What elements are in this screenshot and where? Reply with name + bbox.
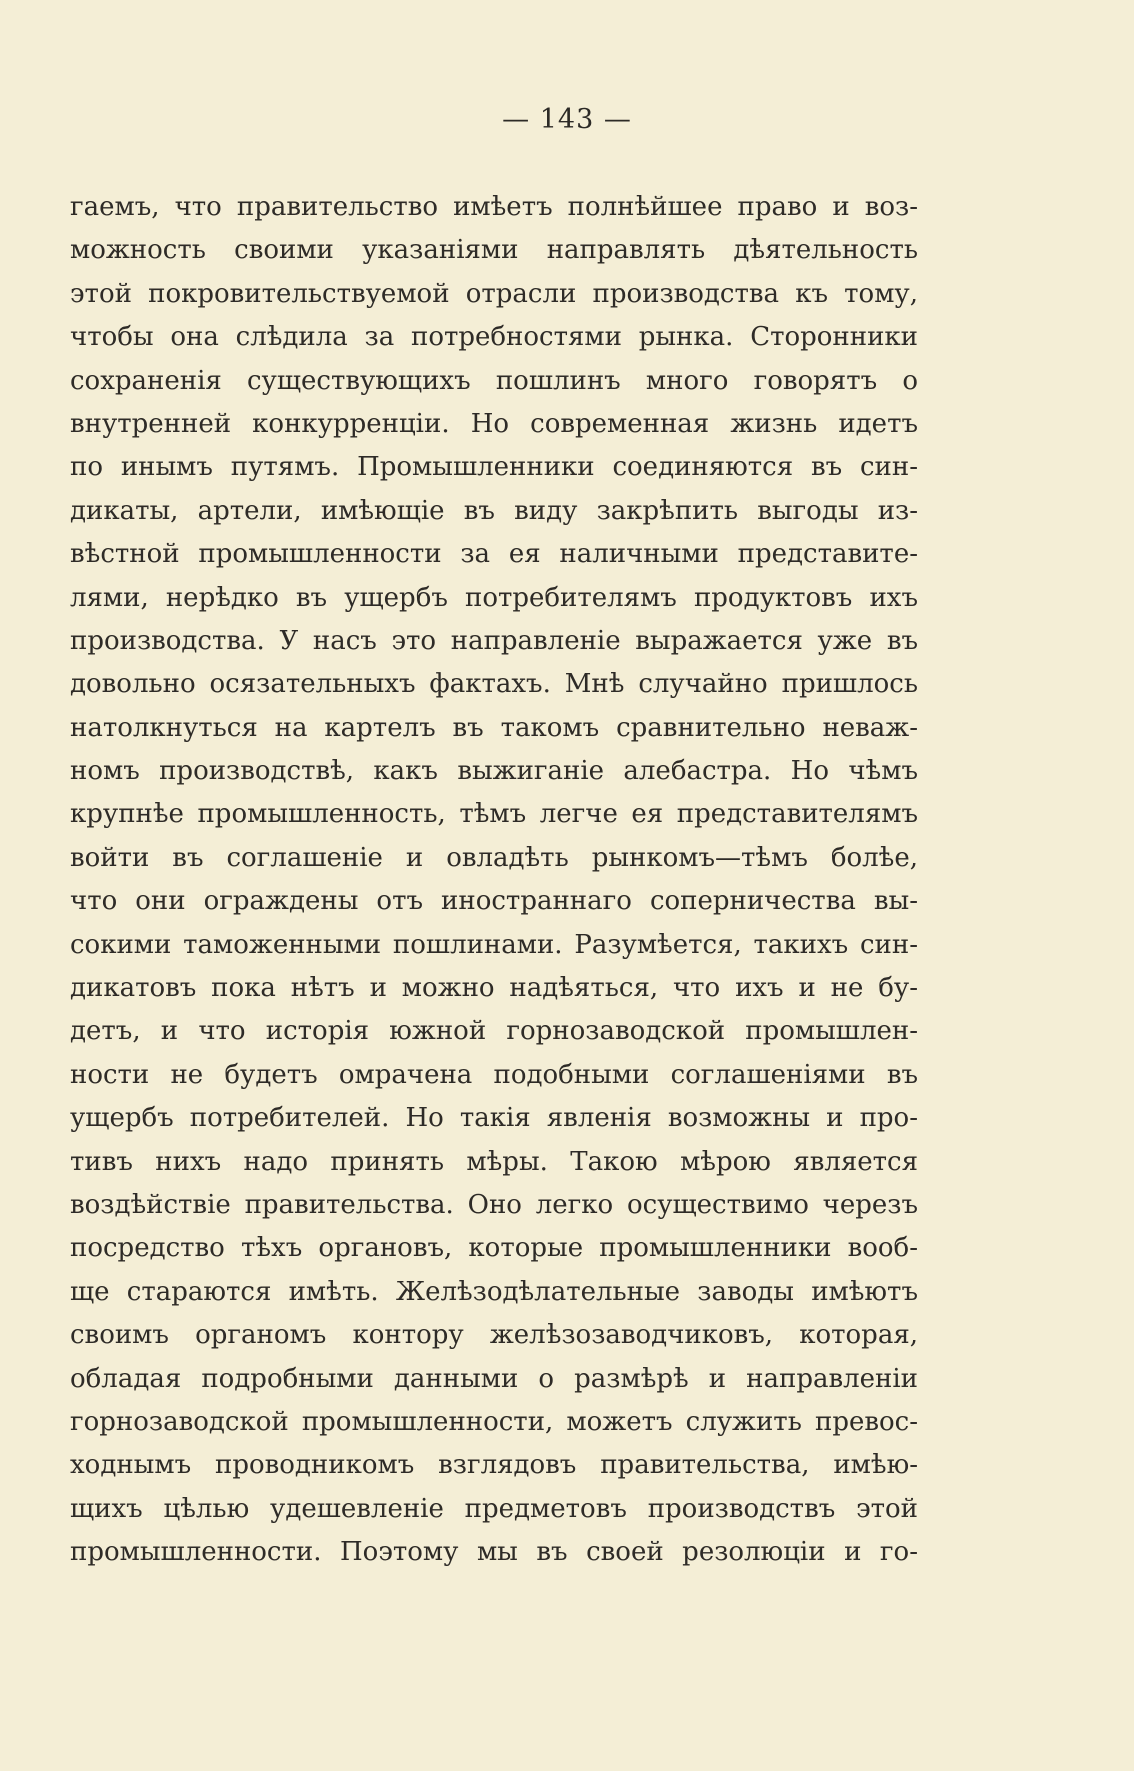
text-line: щихъ цѣлью удешевленіе предметовъ производствъ этой (70, 1493, 918, 1524)
text-line: чтобы она слѣдила за потребностями рынка. Сторонники (70, 322, 918, 353)
text-line: номъ производствѣ, какъ выжиганіе алебастра. Но чѣмъ (70, 756, 918, 787)
text-line: ущербъ потребителей. Но такія явленія возможны и про- (70, 1103, 918, 1134)
text-line: детъ, и что исторія южной горнозаводской промышлен- (70, 1016, 918, 1047)
text-line: воздѣйствіе правительства. Оно легко осуществимо черезъ (70, 1189, 918, 1220)
text-line: дикатовъ пока нѣтъ и можно надѣяться, что ихъ и не бу- (70, 973, 918, 1004)
text-line: своимъ органомъ контору желѣзозаводчиковъ, которая, (70, 1320, 918, 1351)
text-line: ности не будетъ омрачена подобными соглашеніями въ (70, 1059, 918, 1090)
text-line: посредство тѣхъ органовъ, которые промышленники вооб- (70, 1233, 918, 1264)
text-line: лями, нерѣдко въ ущербъ потребителямъ продуктовъ ихъ (70, 582, 918, 613)
text-line: промышленности. Поэтому мы въ своей резолюціи и го- (70, 1537, 918, 1568)
text-line: можность своими указаніями направлять дѣятельность (70, 235, 918, 266)
text-line: ще стараются имѣть. Желѣзодѣлательные заводы имѣютъ (70, 1276, 918, 1307)
text-line: ходнымъ проводникомъ взглядовъ правительства, имѣю- (70, 1450, 918, 1481)
text-line: войти въ соглашеніе и овладѣть рынкомъ—тѣмъ болѣе, (70, 842, 918, 873)
text-line: что они ограждены отъ иностраннаго соперничества вы- (70, 886, 918, 917)
page-number: — 143 — (502, 104, 632, 135)
text-line: натолкнуться на картелъ въ такомъ сравнительно неваж- (70, 712, 918, 743)
text-line: дикаты, артели, имѣющіе въ виду закрѣпить выгоды из- (70, 495, 918, 526)
text-line: обладая подробными данными о размѣрѣ и направленіи (70, 1363, 918, 1394)
text-line: гаемъ, что правительство имѣетъ полнѣйшее право и воз- (70, 192, 918, 222)
text-line: производства. У насъ это направленіе выражается уже въ (70, 625, 918, 656)
text-line: тивъ нихъ надо принять мѣры. Такою мѣрою является (70, 1146, 918, 1177)
text-line: по инымъ путямъ. Промышленники соединяются въ син- (70, 452, 918, 483)
text-line: сокими таможенными пошлинами. Разумѣется, такихъ син- (70, 929, 918, 960)
text-line: этой покровительствуемой отрасли производства къ тому, (70, 278, 918, 309)
text-line: вѣстной промышленности за ея наличными представите- (70, 539, 918, 570)
text-line: сохраненія существующихъ пошлинъ много говорятъ о (70, 365, 918, 396)
text-line: горнозаводской промышленности, можетъ служить превос- (70, 1406, 918, 1437)
text-line: крупнѣе промышленность, тѣмъ легче ея представителямъ (70, 799, 918, 830)
text-line: внутренней конкурренціи. Но современная жизнь идетъ (70, 408, 918, 439)
text-line: довольно осязательныхъ фактахъ. Мнѣ случайно пришлось (70, 669, 918, 700)
body-text (70, 186, 918, 1575)
